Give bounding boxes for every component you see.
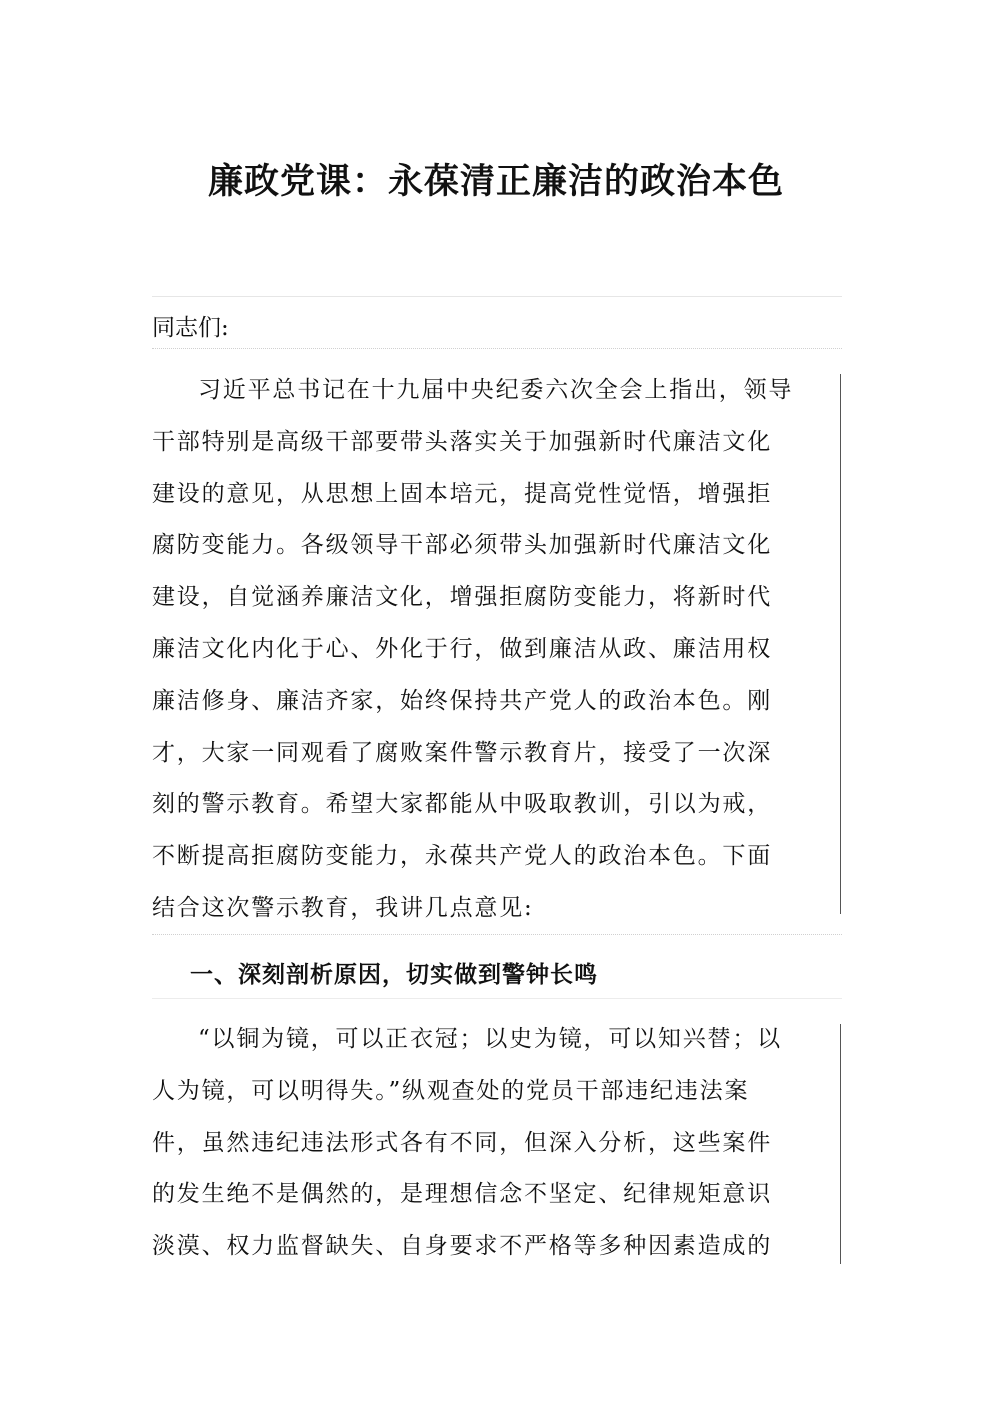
margin-bar-1 [840,374,841,914]
paragraph-line: 建设，自觉涵养廉洁文化，增强拒腐防变能力，将新时代 [152,584,772,611]
heading-divider [152,998,842,999]
paragraph-line: 廉洁修身、廉洁齐家，始终保持共产党人的政治本色。刚 [152,687,772,714]
greeting: 同志们: [152,315,229,341]
paragraph-2 [152,1014,842,1273]
document-title: 廉政党课：永葆清正廉洁的政治本色 [207,161,784,202]
paragraph-line: 结合这次警示教育，我讲几点意见: [152,894,534,921]
paragraph-line: 的发生绝不是偶然的，是理想信念不坚定、纪律规矩意识 [152,1181,772,1208]
paragraph-line: 腐防变能力。各级领导干部必须带头加强新时代廉洁文化 [152,532,772,559]
margin-bar-2 [840,1024,841,1264]
paragraph-line: 件，虽然违纪违法形式各有不同，但深入分析，这些案件 [152,1129,772,1156]
paragraph-line: 建设的意见，从思想上固本培元，提高党性觉悟，增强拒 [152,480,772,507]
paragraph-line: “以铜为镜，可以正衣冠；以史为镜，可以知兴替；以 [198,1026,782,1052]
paragraph-1-divider [152,934,842,935]
paragraph-line: 廉洁文化内化于心、外化于行，做到廉洁从政、廉洁用权 [152,635,772,662]
paragraph-line: 刻的警示教育。希望大家都能从中吸取教训，引以为戒， [152,791,772,818]
paragraph-line: 才，大家一同观看了腐败案件警示教育片，接受了一次深 [152,739,772,766]
top-divider [152,296,842,297]
paragraph-line: 人为镜，可以明得失。”纵观查处的党员干部违纪违法案 [152,1077,750,1104]
paragraph-line: 干部特别是高级干部要带头落实关于加强新时代廉洁文化 [152,428,772,455]
paragraph-line: 不断提高拒腐防变能力，永葆共产党人的政治本色。下面 [152,843,772,870]
section-heading-1: 一、深刻剖析原因，切实做到警钟长鸣 [190,961,598,988]
paragraph-line: 淡漠、权力监督缺失、自身要求不严格等多种因素造成的 [152,1233,772,1260]
paragraph-1 [152,365,842,935]
greeting-divider [152,348,842,349]
paragraph-line: 习近平总书记在十九届中央纪委六次全会上指出，领导 [198,377,794,403]
